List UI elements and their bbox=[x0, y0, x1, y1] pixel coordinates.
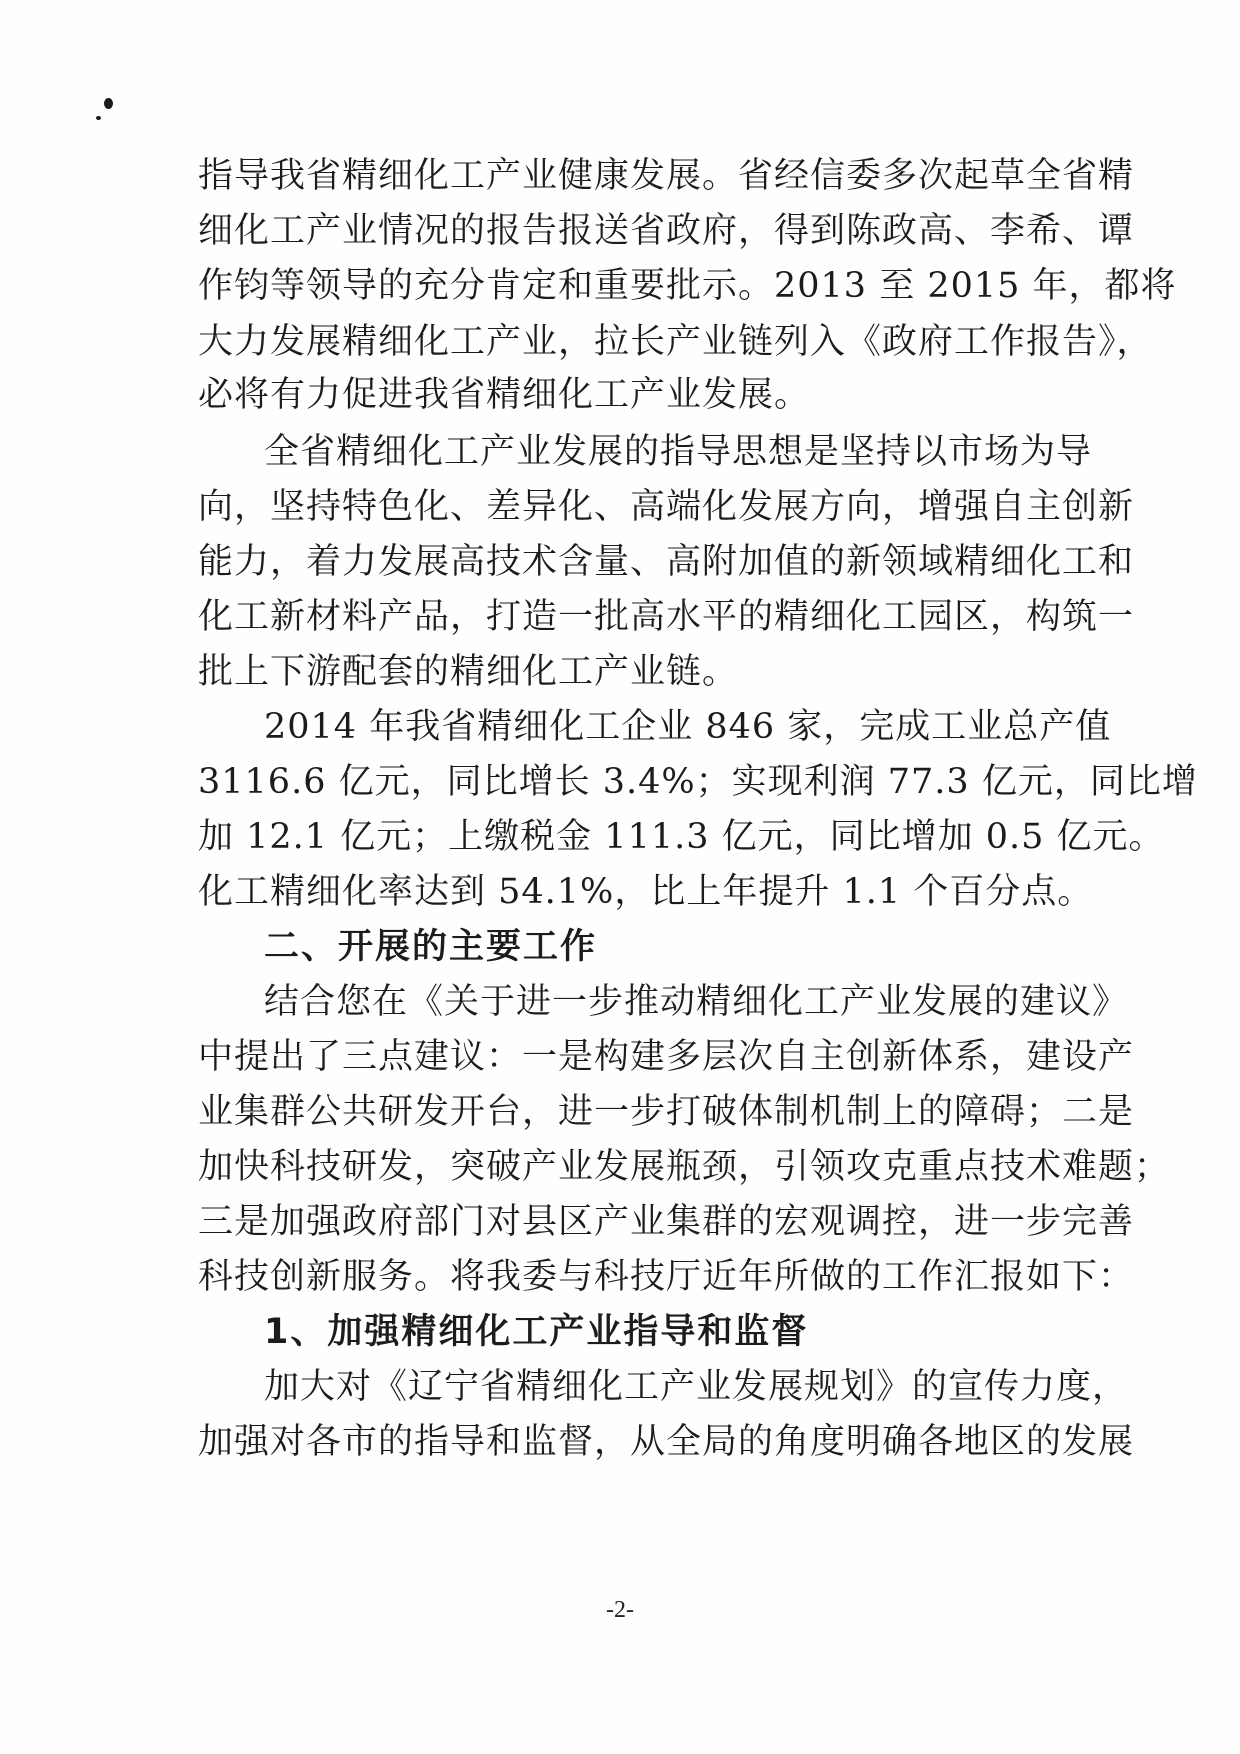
page-number: -2- bbox=[606, 1597, 634, 1623]
text-line: 中提出了三点建议：一是构建多层次自主创新体系，建设产 bbox=[198, 1037, 1135, 1077]
text-line: 指导我省精细化工产业健康发展。省经信委多次起草全省精 bbox=[198, 156, 1135, 196]
subsection-heading: 1、加强精细化工产业指导和监督 bbox=[264, 1312, 809, 1352]
text-line: 批上下游配套的精细化工产业链。 bbox=[198, 652, 739, 692]
text-line: 加 12.1 亿元；上缴税金 111.3 亿元，同比增加 0.5 亿元。 bbox=[198, 817, 1165, 857]
text-line: 必将有力促进我省精细化工产业发展。 bbox=[198, 375, 811, 415]
text-line: 化工新材料产品，打造一批高水平的精细化工园区，构筑一 bbox=[198, 597, 1135, 637]
text-line: 三是加强政府部门对县区产业集群的宏观调控，进一步完善 bbox=[198, 1202, 1135, 1242]
text-line: 科技创新服务。将我委与科技厅近年所做的工作汇报如下： bbox=[198, 1257, 1135, 1297]
text-line: 全省精细化工产业发展的指导思想是坚持以市场为导 bbox=[264, 432, 1093, 472]
section-heading: 二、开展的主要工作 bbox=[264, 927, 598, 967]
text-line: 加大对《辽宁省精细化工产业发展规划》的宣传力度， bbox=[264, 1367, 1129, 1407]
text-line: 向，坚持特色化、差异化、高端化发展方向，增强自主创新 bbox=[198, 487, 1135, 527]
text-line: 作钧等领导的充分肯定和重要批示。2013 至 2015 年，都将 bbox=[198, 266, 1177, 306]
text-line: 能力，着力发展高技术含量、高附加值的新领域精细化工和 bbox=[198, 542, 1135, 582]
text-line: 细化工产业情况的报告报送省政府，得到陈政高、李希、谭 bbox=[198, 211, 1135, 251]
text-line: 化工精细化率达到 54.1%，比上年提升 1.1 个百分点。 bbox=[198, 872, 1094, 912]
text-line: 3116.6 亿元，同比增长 3.4%；实现利润 77.3 亿元，同比增 bbox=[198, 762, 1198, 802]
text-line: 业集群公共研发开台，进一步打破体制机制上的障碍；二是 bbox=[198, 1092, 1135, 1132]
text-line: 2014 年我省精细化工企业 846 家，完成工业总产值 bbox=[264, 707, 1112, 747]
text-line: 加强对各市的指导和监督，从全局的角度明确各地区的发展 bbox=[198, 1422, 1135, 1462]
scan-speck-mark bbox=[104, 98, 113, 109]
text-line: 结合您在《关于进一步推动精细化工产业发展的建议》 bbox=[264, 982, 1129, 1022]
text-line: 大力发展精细化工产业，拉长产业链列入《政府工作报告》， bbox=[198, 322, 1153, 362]
scan-speck-mark bbox=[96, 116, 101, 120]
text-line: 加快科技研发，突破产业发展瓶颈，引领攻克重点技术难题； bbox=[198, 1147, 1171, 1187]
